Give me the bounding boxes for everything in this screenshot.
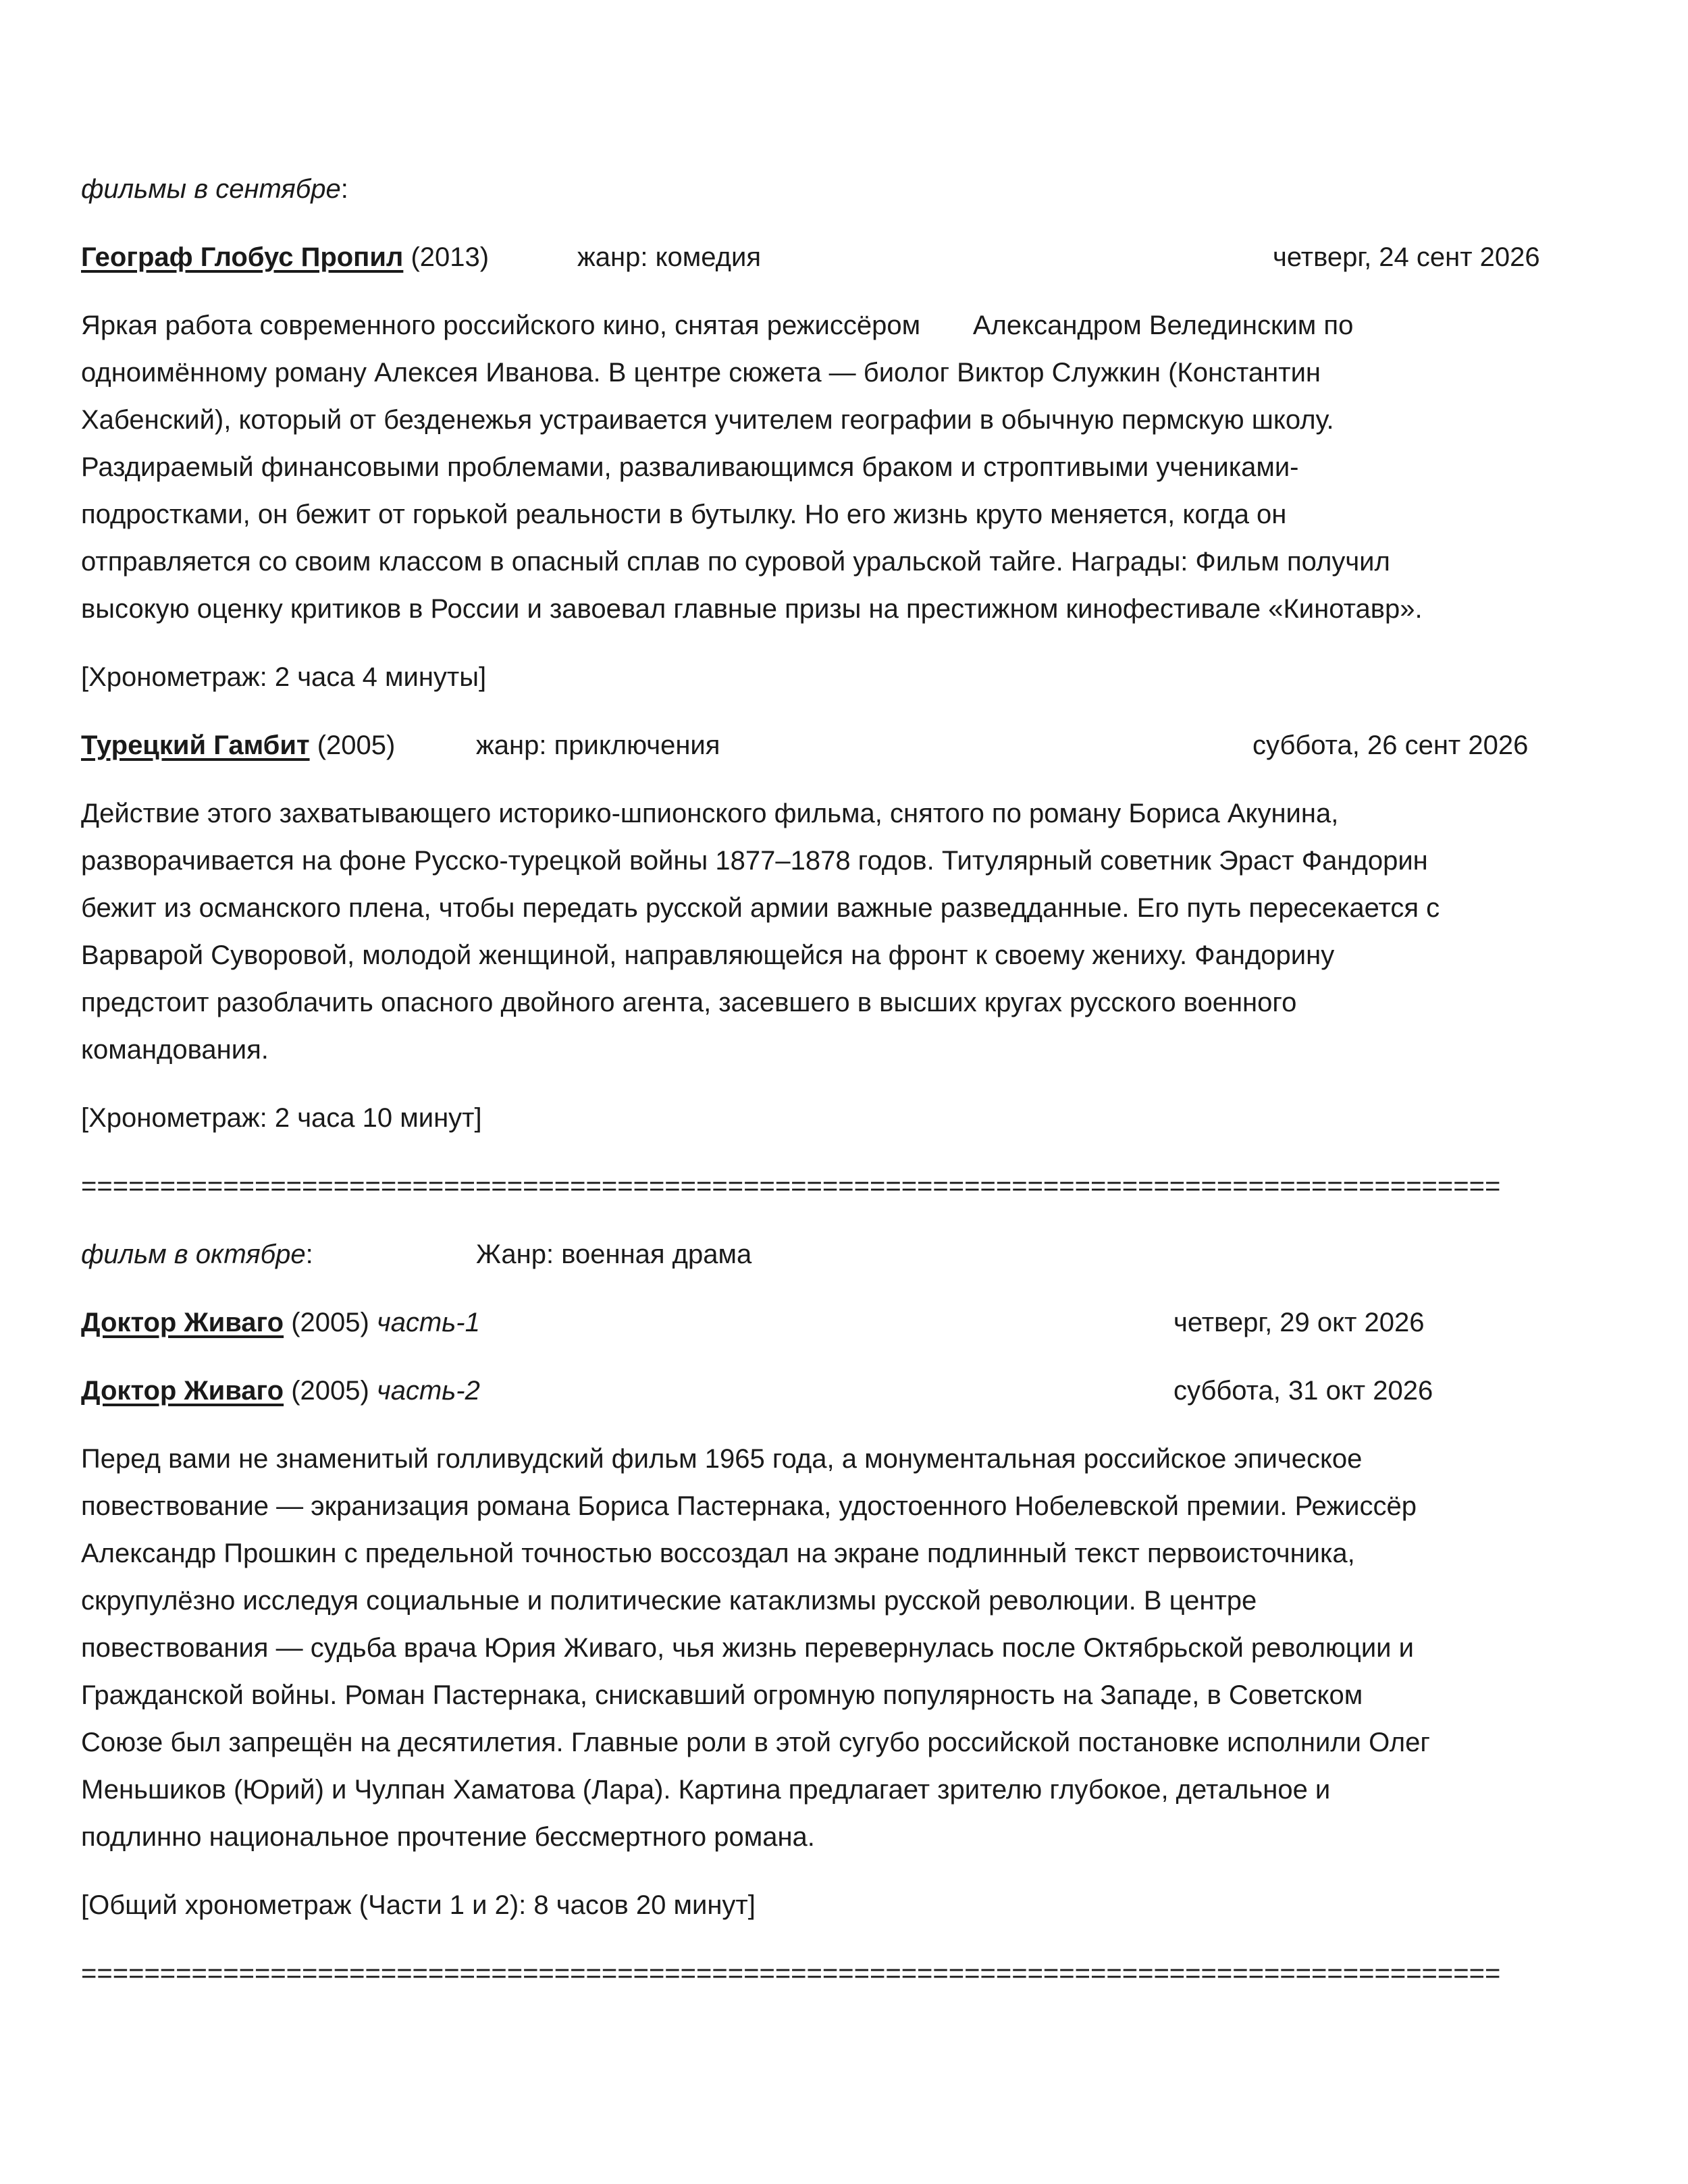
- september-heading-text: фильмы в сентябре: [81, 174, 341, 204]
- film-runtime: [Общий хронометраж (Части 1 и 2): 8 часов 20 минут]: [81, 1890, 756, 1920]
- description-line: Варварой Суворовой, молодой женщиной, направляющейся на фронт к своему жениху. Фандорину: [81, 940, 1335, 970]
- separator-line: ==========================================================================================: [81, 1959, 1501, 1988]
- description-line: Яркая работа современного российского кино, снятая режиссёром Александром Велединским по: [81, 311, 1354, 340]
- description-line: бежит из османского плена, чтобы передать русской армии важные разведданные. Его путь пересекается с: [81, 893, 1440, 923]
- film-title: Турецкий Гамбит: [81, 730, 310, 760]
- film-date: четверг, 24 сент 2026: [1273, 242, 1540, 272]
- film-genre: жанр: комедия: [577, 242, 761, 272]
- film-description: [81, 302, 1607, 633]
- description-line: командования.: [81, 1035, 269, 1065]
- film-year: (2013): [411, 242, 490, 272]
- film-part: часть-2: [376, 1376, 480, 1406]
- description-line: подростками, он бежит от горькой реальности в бутылку. Но его жизнь круто меняется, когда он: [81, 500, 1287, 529]
- description-line: отправляется со своим классом в опасный сплав по суровой уральской тайге. Награды: Фильм получил: [81, 547, 1390, 577]
- october-heading-text: фильм в октябре: [81, 1240, 306, 1269]
- description-line: Хабенский), который от безденежья устраивается учителем географии в обычную пермскую школу.: [81, 405, 1334, 435]
- description-line: повествование — экранизация романа Бориса Пастернака, удостоенного Нобелевской премии. Режиссёр: [81, 1491, 1417, 1521]
- september-heading-colon: :: [340, 174, 348, 204]
- description-line: повествования — судьба врача Юрия Живаго, чья жизнь перевернулась после Октябрьской революции и: [81, 1633, 1414, 1663]
- description-line: предстоит разоблачить опасного двойного агента, засевшего в высших кругах русского военного: [81, 988, 1297, 1017]
- film-title: Доктор Живаго: [81, 1376, 284, 1406]
- film-year: (2005): [291, 1308, 369, 1337]
- film-header: [81, 722, 1607, 769]
- description-line: Союзе был запрещён на десятилетия. Главные роли в этой сугубо российской постановке исполнили Олег: [81, 1728, 1430, 1757]
- description-line: Меньшиков (Юрий) и Чулпан Хаматова (Лара). Картина предлагает зрителю глубокое, детальное и: [81, 1775, 1331, 1805]
- film-title: Доктор Живаго: [81, 1308, 284, 1337]
- september-heading: [81, 165, 1607, 213]
- film-date: суббота, 26 сент 2026: [1252, 730, 1529, 760]
- description-line: Действие этого захватывающего историко-шпионского фильма, снятого по роману Бориса Акунина,: [81, 799, 1339, 828]
- film-date: суббота, 31 окт 2026: [1173, 1376, 1433, 1406]
- film-part-header: [81, 1299, 1607, 1346]
- film-runtime: [Хронометраж: 2 часа 10 минут]: [81, 1103, 482, 1133]
- film-runtime: [Хронометраж: 2 часа 4 минуты]: [81, 662, 487, 692]
- description-line: подлинно национальное прочтение бессмертного романа.: [81, 1822, 815, 1852]
- film-part: часть-1: [376, 1308, 480, 1337]
- description-line: Гражданской войны. Роман Пастернака, снискавший огромную популярность на Западе, в Советском: [81, 1680, 1363, 1710]
- description-line: скрупулёзно исследуя социальные и политические катаклизмы русской революции. В центре: [81, 1586, 1257, 1616]
- description-line: разворачивается на фоне Русско-турецкой войны 1877–1878 годов. Титулярный советник Эраст Фандорин: [81, 846, 1428, 876]
- october-heading-colon: :: [305, 1240, 313, 1269]
- separator-line: ==========================================================================================: [81, 1171, 1501, 1201]
- film-part-header: [81, 1367, 1607, 1414]
- film-description: [81, 1435, 1607, 1861]
- description-line: Раздираемый финансовыми проблемами, разваливающимся браком и строптивыми учениками-: [81, 452, 1299, 482]
- film-date: четверг, 29 окт 2026: [1173, 1308, 1425, 1337]
- description-line: Перед вами не знаменитый голливудский фильм 1965 года, а монументальная российское эпическое: [81, 1444, 1363, 1474]
- october-genre: Жанр: военная драма: [476, 1240, 752, 1269]
- film-year: (2005): [317, 730, 396, 760]
- film-genre: жанр: приключения: [476, 730, 720, 760]
- october-heading: [81, 1231, 1607, 1278]
- description-line: одноимённому роману Алексея Иванова. В центре сюжета — биолог Виктор Служкин (Константин: [81, 358, 1321, 388]
- film-title: Географ Глобус Пропил: [81, 242, 404, 272]
- film-year: (2005): [291, 1376, 369, 1406]
- description-line: Александр Прошкин с предельной точностью воссоздал на экране подлинный текст первоисточника,: [81, 1539, 1355, 1568]
- film-header: [81, 234, 1607, 281]
- description-line: высокую оценку критиков в России и завоевал главные призы на престижном кинофестивале «Кинотавр».: [81, 594, 1423, 624]
- film-description: [81, 790, 1607, 1073]
